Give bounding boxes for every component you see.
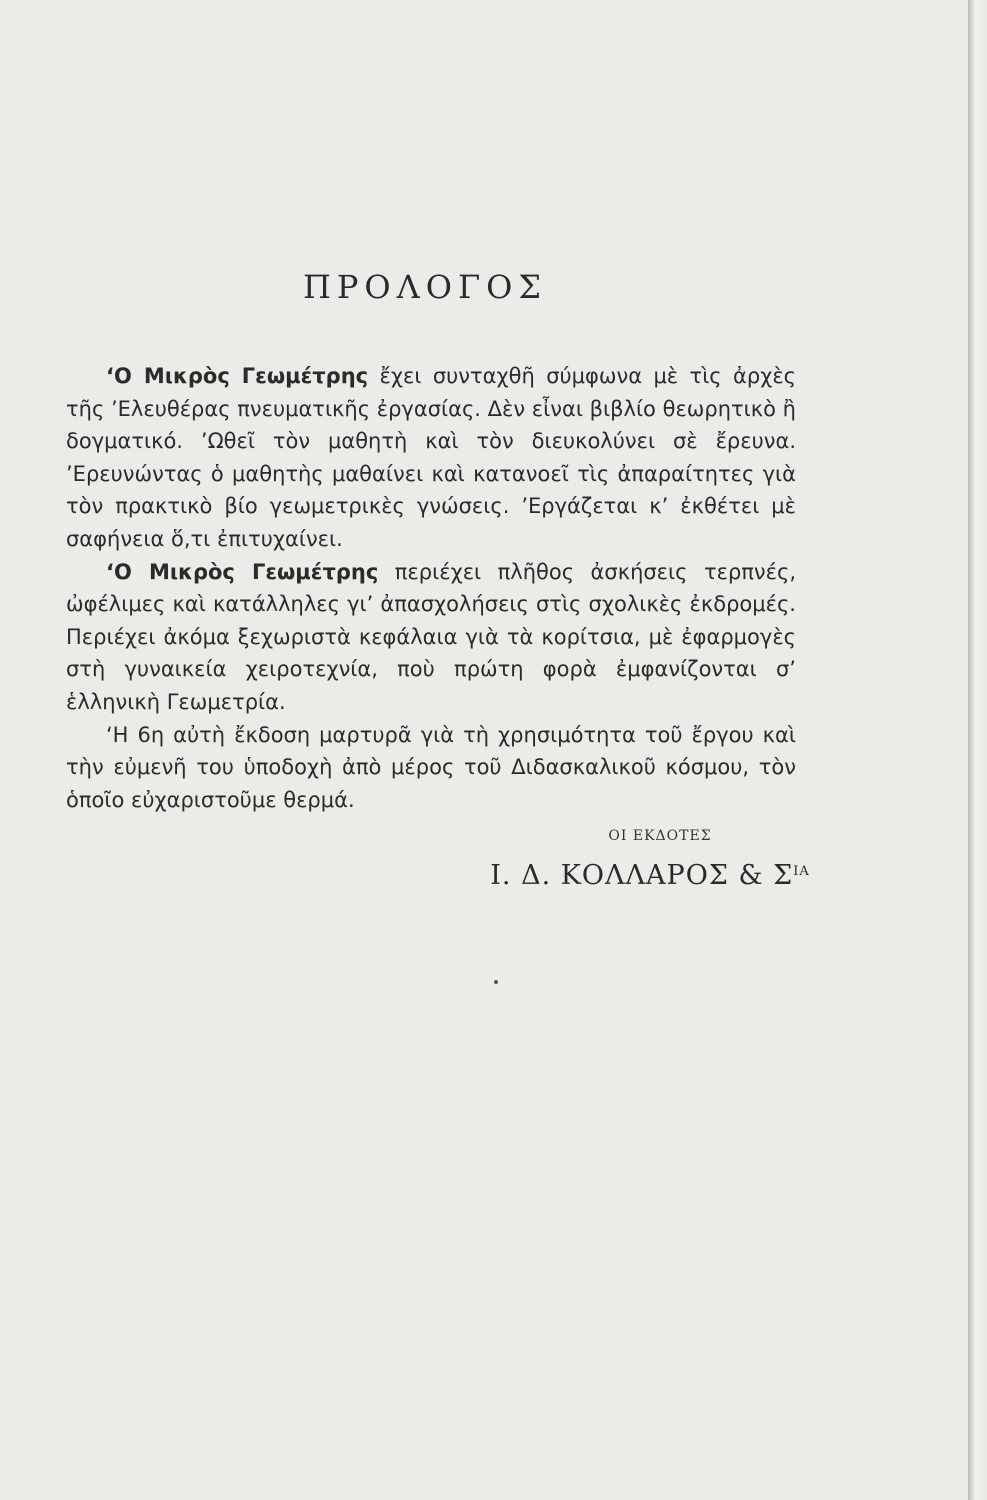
publisher-name-superscript: ΙΑ [793, 864, 810, 879]
book-title-mention: ‘Ο Μικρὸς Γεωμέτρης [106, 559, 379, 584]
page-edge [968, 0, 987, 1500]
paragraph-1 [66, 360, 796, 556]
ink-speck [494, 980, 498, 984]
paragraph-text: περιέχει πλῆθος ἀσκήσεις τερπνές, ὠφέλιμες καὶ κατάλληλες γι’ ἀπασχολήσεις στὶς σχολικὲς ἐκδρομές. Περιέχει ἀκόμα ξεχωριστὰ κεφάλαια γιὰ τὰ κορίτσια, μὲ ἐφαρμογὲς στὴ γυναικεία χειροτεχνία, ποὺ πρώτη φορὰ ἐμφανίζονται σ’ ἑλληνικὴ Γεωμετρία. [66, 559, 797, 714]
publisher-name: Ι. Δ. ΚΟΛΛΑΡΟΣ & Σ [490, 860, 794, 891]
paragraph-3 [66, 719, 796, 817]
signature-label: ΟΙ ΕΚΔΟΤΕΣ [608, 828, 712, 844]
paragraph-text: ‘Η 6η αὐτὴ ἔκδοση μαρτυρᾶ γιὰ τὴ χρησιμότητα τοῦ ἔργου καὶ τὴν εὐμενῆ του ὑποδοχὴ ἀπὸ μέρος τοῦ Διδασκαλικοῦ κόσμου, τὸν ὁποῖο εὐχαριστοῦμε θερμά. [66, 722, 796, 812]
page-title: ΠΡΟΛΟΓΟΣ [302, 268, 548, 306]
preface-body [66, 360, 796, 816]
paragraph-2 [66, 556, 796, 719]
paragraph-text: ἔχει συνταχθῆ σύμφωνα μὲ τὶς ἀρχὲς τῆς ’Ελευθέρας πνευματικῆς ἐργασίας. Δὲν εἶναι βιβλίο θεωρητικὸ ἢ δογματικό. ’Ωθεῖ τὸν μαθητὴ καὶ τὸν διευκολύνει σὲ ἔρευνα. ’Ερευνώντας ὁ μαθητὴς μαθαίνει καὶ κατανοεῖ τὶς ἀπαραίτητες γιὰ τὸν πρακτικὸ βίο γεωμετρικὲς γνώσεις. ’Εργάζεται κ’ ἐκθέτει μὲ σαφήνεια ὅ,τι ἐπιτυχαίνει. [66, 364, 796, 551]
publisher-signature [470, 860, 830, 891]
book-title-mention: ‘Ο Μικρὸς Γεωμέτρης [106, 364, 369, 388]
